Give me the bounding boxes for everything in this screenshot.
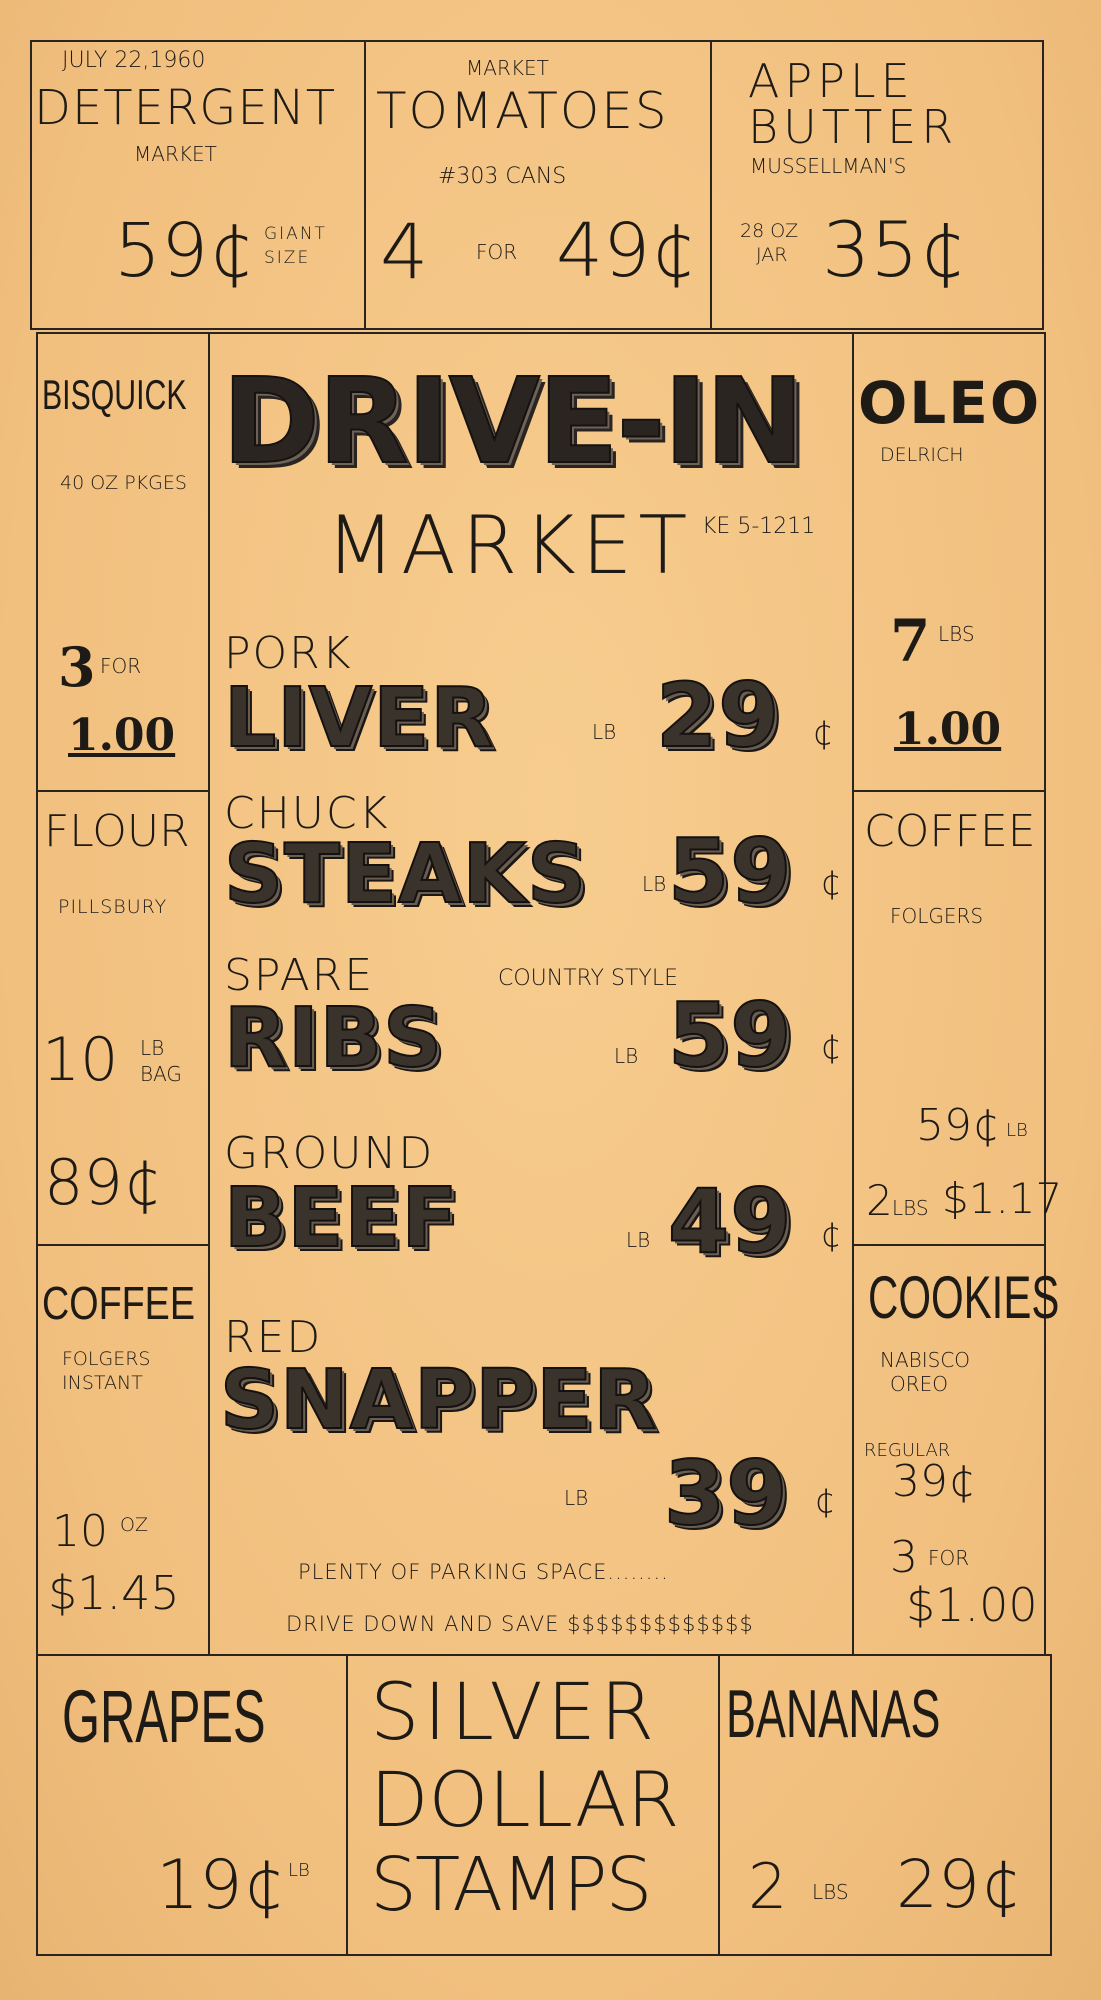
oleo-name: OLEO [858, 369, 1042, 437]
coffee-panel [852, 790, 1063, 1246]
flour-name: FLOUR [44, 806, 190, 857]
item-name-ribs: RIBS [224, 991, 444, 1086]
item-cut-chuck: CHUCK [224, 788, 390, 839]
item-cut-red: RED [224, 1312, 323, 1363]
stamps-panel [346, 1654, 720, 1956]
flour-qty: 10 [42, 1025, 119, 1095]
tomatoes-brand: MARKET [466, 56, 549, 80]
tomatoes-panel [364, 40, 712, 330]
item-unit-beef: LB [626, 1228, 651, 1252]
grapes-panel [36, 1654, 348, 1956]
item-price-liver: 29 [656, 664, 781, 767]
bananas-panel [718, 1654, 1052, 1956]
bisquick-panel [36, 332, 210, 792]
detergent-size-line1: GIANT [264, 224, 327, 244]
tomatoes-for: FOR [476, 240, 518, 264]
cookies-panel [852, 1244, 1060, 1656]
stamps-line2: DOLLAR [370, 1755, 680, 1844]
cookies-multi-price: $1.00 [906, 1578, 1038, 1632]
item-cut-ground: GROUND [224, 1128, 435, 1179]
item-cent-ribs: ¢ [820, 1027, 842, 1067]
tomatoes-name: TOMATOES [376, 82, 669, 140]
apple-butter-brand: MUSSELLMAN'S [750, 154, 907, 178]
grapes-name: GRAPES [62, 1675, 266, 1758]
ad-date: JULY 22,1960 [62, 48, 206, 73]
cookies-name: COOKIES [868, 1264, 1060, 1331]
store-phone: KE 5-1211 [702, 514, 816, 539]
item-name-snapper: SNAPPER [220, 1353, 658, 1448]
apple-butter-panel [710, 40, 1044, 330]
cookies-for: FOR [928, 1546, 970, 1570]
coffee-instant-brand-line1: FOLGERS [62, 1348, 151, 1370]
parking-note: PLENTY OF PARKING SPACE........ [298, 1560, 669, 1584]
store-name: DRIVE-IN [222, 352, 803, 490]
coffee-price-lb: 59¢ [916, 1100, 1000, 1151]
coffee-qty: 2 [866, 1176, 893, 1225]
detergent-name: DETERGENT [34, 80, 337, 136]
bananas-qty: 2 [748, 1850, 788, 1923]
flour-price: 89¢ [44, 1146, 163, 1219]
item-cent-beef: ¢ [820, 1215, 842, 1255]
item-unit-steaks: LB [642, 872, 667, 896]
coffee-qty-unit: LBS [892, 1196, 929, 1220]
detergent-brand: MARKET [134, 142, 217, 166]
item-name-steaks: STEAKS [224, 827, 588, 922]
detergent-panel [30, 40, 366, 330]
bisquick-qty: 3 [58, 635, 96, 699]
bisquick-price: 1.00 [68, 710, 176, 761]
flour-panel [36, 790, 210, 1246]
item-price-snapper: 39 [664, 1442, 789, 1545]
center-panel [208, 332, 854, 1656]
cookies-brand-line2: OREO [890, 1372, 949, 1396]
cookies-regular-label: REGULAR [864, 1440, 951, 1461]
tomatoes-size: #303 CANS [438, 164, 567, 189]
grapes-unit: LB [288, 1860, 310, 1881]
oleo-qty: 7 [890, 607, 931, 675]
item-name-beef: BEEF [224, 1171, 459, 1266]
coffee-instant-price: $1.45 [48, 1566, 180, 1620]
bisquick-size: 40 OZ PKGES [60, 472, 187, 494]
oleo-panel [852, 332, 1046, 792]
coffee-instant-name: COFFEE [42, 1277, 195, 1329]
coffee-instant-panel [36, 1244, 210, 1656]
item-unit-liver: LB [592, 720, 617, 744]
flour-unit-line1: LB [140, 1036, 165, 1060]
apple-butter-price: 35¢ [822, 205, 968, 294]
detergent-size-line2: SIZE [264, 248, 311, 268]
coffee-brand: FOLGERS [890, 904, 984, 928]
item-price-beef: 49 [668, 1170, 793, 1273]
cookies-qty: 3 [890, 1532, 918, 1583]
stamps-line1: SILVER [370, 1668, 659, 1758]
coffee-name: COFFEE [864, 806, 1036, 857]
item-price-steaks: 59 [668, 820, 793, 923]
item-unit-ribs: LB [614, 1044, 639, 1068]
grapes-price: 19¢ [156, 1846, 286, 1925]
cookies-brand-line1: NABISCO [880, 1348, 971, 1372]
oleo-price: 1.00 [894, 704, 1002, 755]
item-price-ribs: 59 [668, 984, 793, 1087]
coffee-price-2lbs: $1.17 [942, 1174, 1063, 1223]
detergent-price: 59¢ [114, 208, 256, 294]
bisquick-for: FOR [100, 654, 142, 678]
oleo-unit: LBS [938, 622, 975, 646]
oleo-brand: DELRICH [880, 444, 964, 466]
item-cut-pork: PORK [224, 628, 353, 679]
item-cent-snapper: ¢ [814, 1481, 836, 1521]
cookies-regular-price: 39¢ [892, 1456, 976, 1507]
tomatoes-qty: 4 [380, 207, 429, 296]
flour-brand: PILLSBURY [58, 896, 168, 918]
bananas-price: 29¢ [896, 1846, 1022, 1923]
bananas-name: BANANAS [726, 1676, 941, 1752]
tomatoes-price: 49¢ [556, 208, 698, 294]
flour-unit-line2: BAG [140, 1062, 182, 1086]
item-cut-spare: SPARE [224, 950, 375, 1001]
coffee-instant-unit: OZ [120, 1514, 148, 1536]
coffee-instant-size: 10 [52, 1506, 108, 1557]
apple-butter-name-line1: APPLE [748, 54, 915, 108]
stamps-line3: STAMPS [370, 1842, 651, 1928]
item-note-country-style: COUNTRY STYLE [498, 966, 678, 991]
apple-butter-name-line2: BUTTER [748, 100, 959, 154]
bananas-unit: LBS [812, 1880, 849, 1904]
bisquick-name: BISQUICK [42, 371, 187, 418]
coffee-unit: LB [1006, 1120, 1028, 1141]
drive-down-note: DRIVE DOWN AND SAVE $$$$$$$$$$$$$ [286, 1612, 754, 1636]
apple-butter-size-line2: JAR [756, 244, 788, 266]
item-cent-liver: ¢ [812, 713, 834, 753]
coffee-instant-brand-line2: INSTANT [62, 1372, 143, 1394]
item-cent-steaks: ¢ [820, 863, 842, 903]
apple-butter-size-line1: 28 OZ [740, 220, 799, 242]
item-name-liver: LIVER [224, 671, 495, 766]
store-sub: MARKET [326, 499, 694, 592]
item-unit-snapper: LB [564, 1486, 589, 1510]
